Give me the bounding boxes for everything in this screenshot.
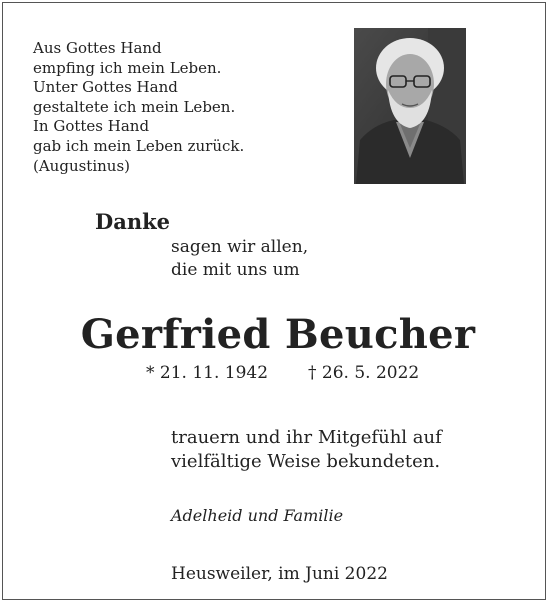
- obituary-card: [2, 2, 546, 600]
- closing-line: vielfältige Weise bekundeten.: [171, 451, 441, 472]
- thanks-line: sagen wir allen,: [171, 237, 309, 257]
- poem-line: Aus Gottes Hand: [33, 39, 162, 57]
- death-date: † 26. 5. 2022: [308, 363, 420, 383]
- thanks-line: die mit uns um: [171, 260, 300, 280]
- birth-date: * 21. 11. 1942: [146, 363, 269, 383]
- poem-line: gestaltete ich mein Leben.: [33, 97, 236, 116]
- signature: Adelheid und Familie: [171, 506, 344, 525]
- poem-line: gab ich mein Leben zurück.: [33, 136, 245, 155]
- thanks-heading: Danke: [95, 209, 170, 234]
- place-date: Heusweiler, im Juni 2022: [171, 564, 388, 584]
- closing-text: [171, 426, 442, 474]
- deceased-name: Gerfried Beucher: [80, 311, 476, 358]
- poem-line: In Gottes Hand: [33, 117, 150, 136]
- thanks-text: [171, 236, 308, 282]
- poem-line: Unter Gottes Hand: [33, 78, 178, 97]
- closing-line: trauern und ihr Mitgefühl auf: [171, 427, 442, 448]
- poem-line: empfing ich mein Leben.: [33, 58, 222, 77]
- portrait-photo: [354, 28, 466, 184]
- poem-author: (Augustinus): [33, 156, 131, 175]
- poem: [33, 39, 244, 176]
